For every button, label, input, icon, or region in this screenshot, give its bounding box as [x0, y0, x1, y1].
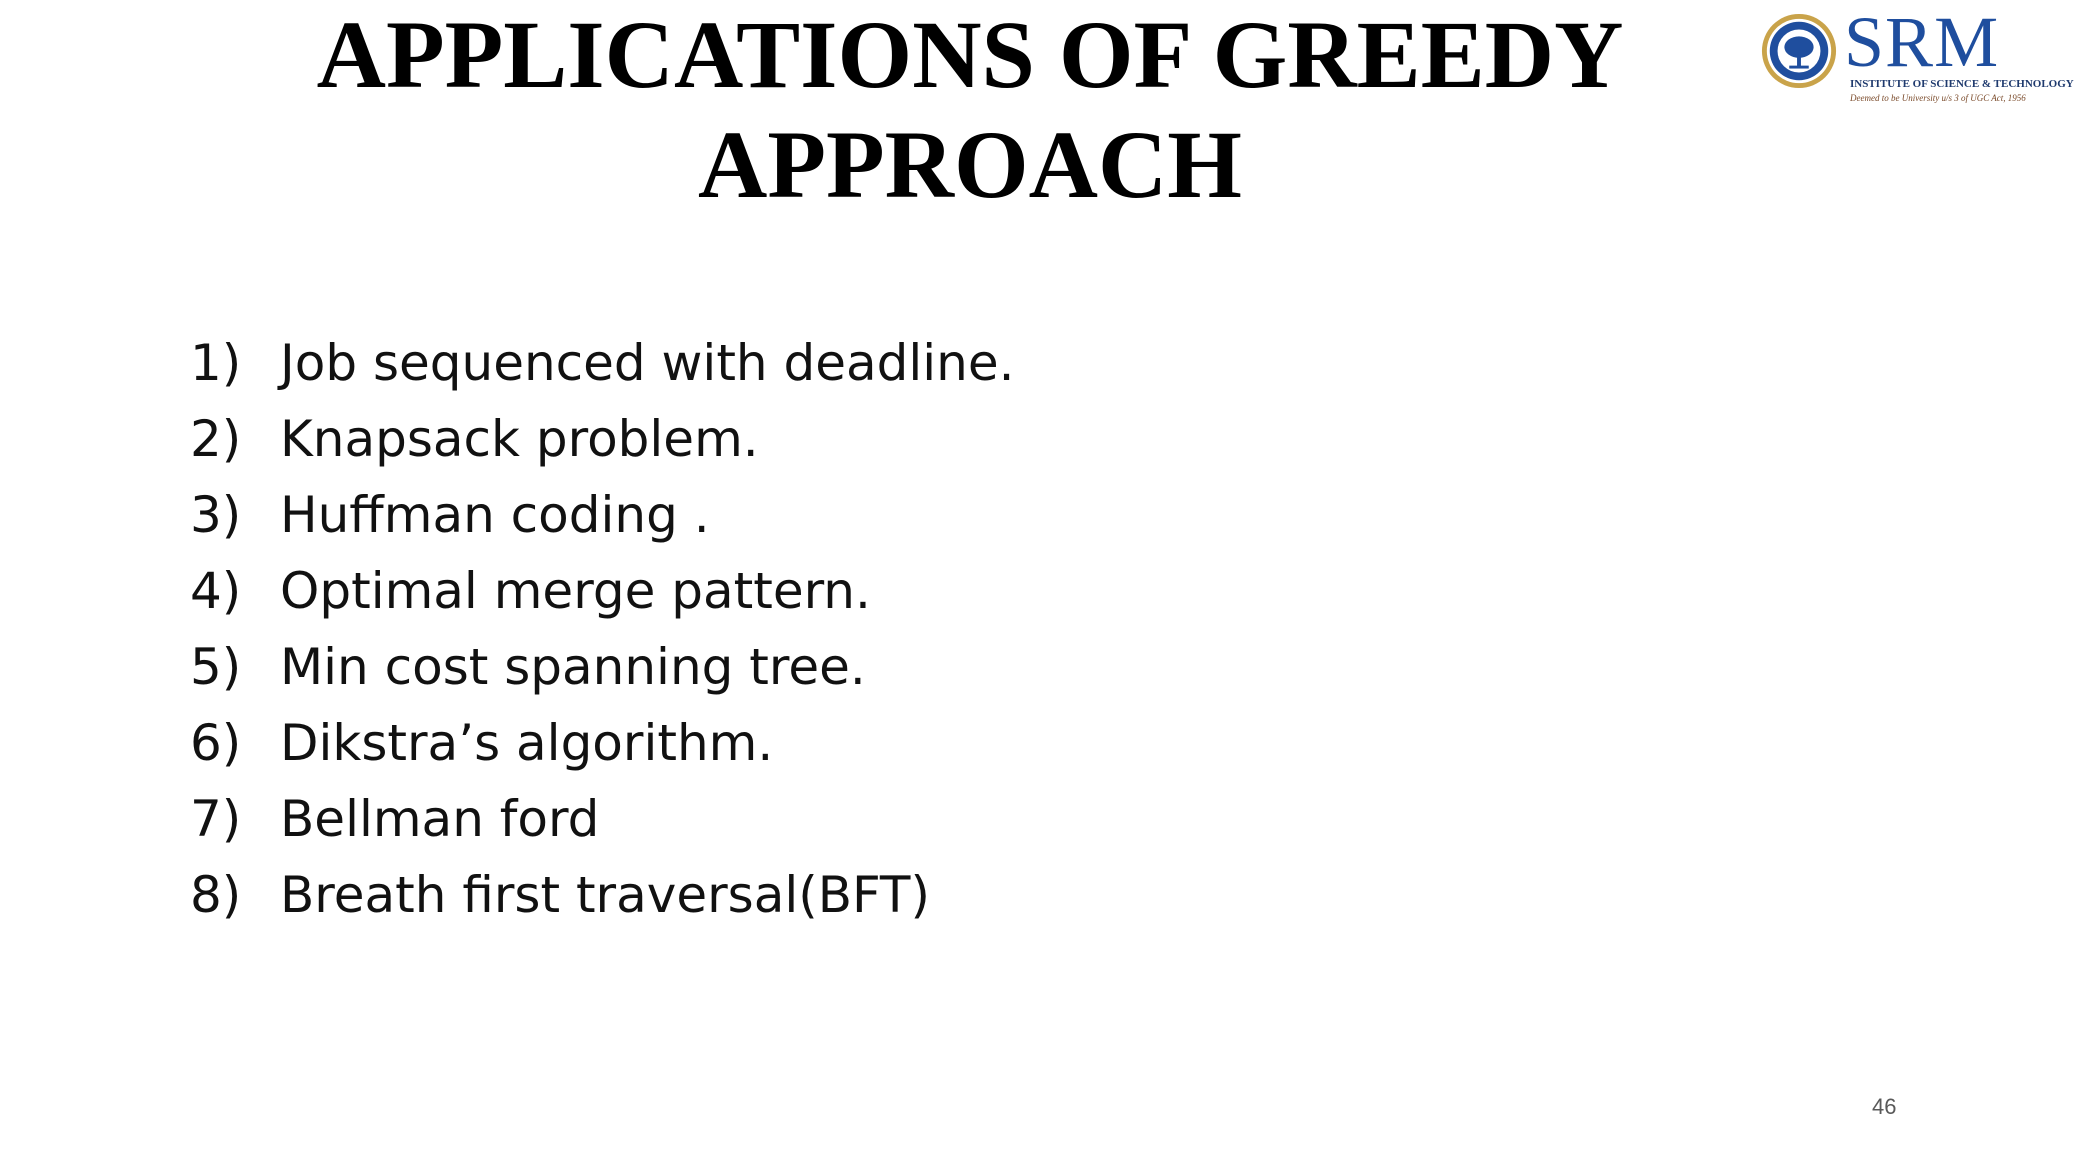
page-number: 46 [1872, 1094, 1897, 1119]
srm-logo [1760, 2, 2074, 110]
seal-tree-icon [1760, 12, 1838, 90]
list-item-number: 8) [190, 866, 242, 924]
applications-list [190, 325, 1015, 933]
list-item [190, 781, 1015, 857]
list-item-text: Bellman ford [280, 790, 600, 848]
logo-subtitle: INSTITUTE OF SCIENCE & TECHNOLOGY [1850, 78, 2074, 90]
list-item [190, 325, 1015, 401]
list-item-text: Optimal merge pattern. [280, 562, 871, 620]
list-item [190, 553, 1015, 629]
list-item-number: 2) [190, 410, 242, 468]
slide-title-line-2: APPROACH [698, 111, 1242, 218]
list-item-text: Huffman coding . [280, 486, 710, 544]
logo-wordmark: SRM [1844, 2, 2000, 82]
list-item-number: 3) [190, 486, 242, 544]
list-item [190, 401, 1015, 477]
slide-title-line-1: APPLICATIONS OF GREEDY [316, 1, 1624, 108]
list-item-text: Breath first traversal(BFT) [280, 866, 930, 924]
list-item-text: Job sequenced with deadline. [280, 334, 1015, 392]
list-item-number: 7) [190, 790, 242, 848]
list-item-number: 6) [190, 714, 242, 772]
list-item-text: Min cost spanning tree. [280, 638, 866, 696]
list-item [190, 705, 1015, 781]
list-item-number: 5) [190, 638, 242, 696]
list-item [190, 857, 1015, 933]
list-item [190, 477, 1015, 553]
slide-title [140, 0, 1800, 220]
list-item-number: 1) [190, 334, 242, 392]
list-item-text: Knapsack problem. [280, 410, 759, 468]
list-item-number: 4) [190, 562, 242, 620]
list-item-text: Dikstra’s algorithm. [280, 714, 774, 772]
list-item [190, 629, 1015, 705]
logo-tagline: Deemed to be University u/s 3 of UGC Act, 1956 [1850, 93, 2026, 103]
